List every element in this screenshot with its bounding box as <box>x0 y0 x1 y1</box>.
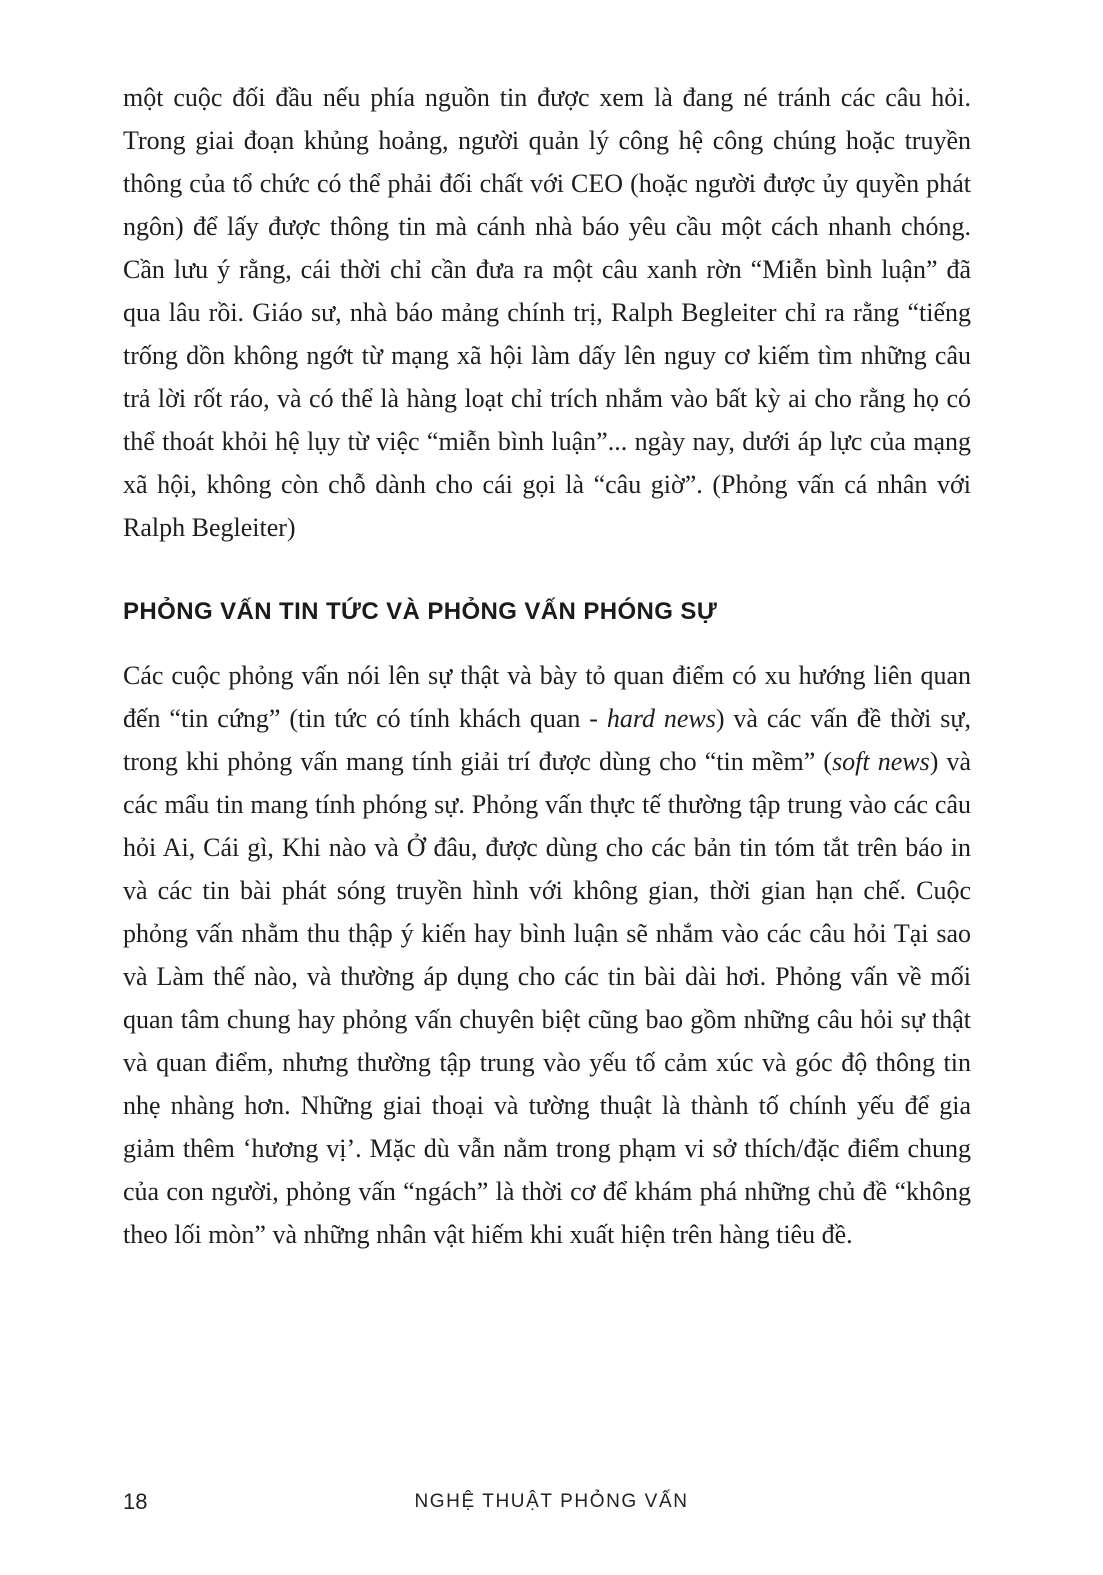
page-number: 18 <box>123 1489 148 1514</box>
running-footer-title: NGHỆ THUẬT PHỎNG VẤN <box>414 1491 689 1512</box>
italic-term-hard-news: hard news <box>606 704 716 733</box>
paragraph-2-text-c: ) và các mẩu tin mang tính phóng sự. Phỏng vấn thực tế thường tập trung vào các câu hỏi Ai, Cái gì, Khi nào và Ở đâu, được dùng cho các bản tin tóm tắt trên báo in và các tin bài phát sóng truyền hình với không gian, thời gian hạn chế. Cuộc phỏng vấn nhằm thu thập ý kiến hay bình luận sẽ nhắm vào các câu hỏi Tại sao và Làm thế nào, và thường áp dụng cho các tin bài dài hơi. Phỏng vấn về mối quan tâm chung hay phỏng vấn chuyên biệt cũng bao gồm những câu hỏi sự thật và quan điểm, nhưng thường tập trung vào yếu tố cảm xúc và góc độ thông tin nhẹ nhàng hơn. Những giai thoại và tường thuật là thành tố chính yếu để gia giảm thêm ‘hương vị’. Mặc dù vẫn nằm trong phạm vi sở thích/đặc điểm chung của con người, phỏng vấn “ngách” là thời cơ để khám phá những chủ đề “không theo lối mòn” và những nhân vật hiếm khi xuất hiện trên hàng tiêu đề. <box>123 747 971 1249</box>
paragraph-1: một cuộc đối đầu nếu phía nguồn tin được xem là đang né tránh các câu hỏi. Trong giai đoạn khủng hoảng, người quản lý công hệ công chúng hoặc truyền thông của tổ chức có thể phải đối chất với CEO (hoặc người được ủy quyền phát ngôn) để lấy được thông tin mà cánh nhà báo yêu cầu một cách nhanh chóng. Cần lưu ý rằng, cái thời chỉ cần đưa ra một câu xanh rờn “Miễn bình luận” đã qua lâu rồi. Giáo sư, nhà báo mảng chính trị, Ralph Begleiter chỉ ra rằng “tiếng trống dồn không ngớt từ mạng xã hội làm dấy lên nguy cơ kiếm tìm những câu trả lời rốt ráo, và có thể là hàng loạt chỉ trích nhắm vào bất kỳ ai cho rằng họ có thể thoát khỏi hệ lụy từ việc “miễn bình luận”... ngày nay, dưới áp lực của mạng xã hội, không còn chỗ dành cho cái gọi là “câu giờ”. (Phỏng vấn cá nhân với Ralph Begleiter) <box>123 83 971 542</box>
paragraph-2 <box>123 654 971 1256</box>
section-heading: PHỎNG VẤN TIN TỨC VÀ PHỎNG VẤN PHÓNG SỰ <box>123 598 718 625</box>
paragraph-2-text-b: ) và các vấn đề thời sự, trong khi phỏng vấn mang tính giải trí được dùng cho “tin mềm” ( <box>123 704 971 776</box>
paragraph-2-text-a: Các cuộc phỏng vấn nói lên sự thật và bày tỏ quan điểm có xu hướng liên quan đến “tin cứng” (tin tức có tính khách quan - <box>123 661 971 733</box>
italic-term-soft-news: soft news <box>832 747 930 776</box>
page-footer <box>0 1489 1103 1519</box>
page-content <box>123 76 971 1256</box>
